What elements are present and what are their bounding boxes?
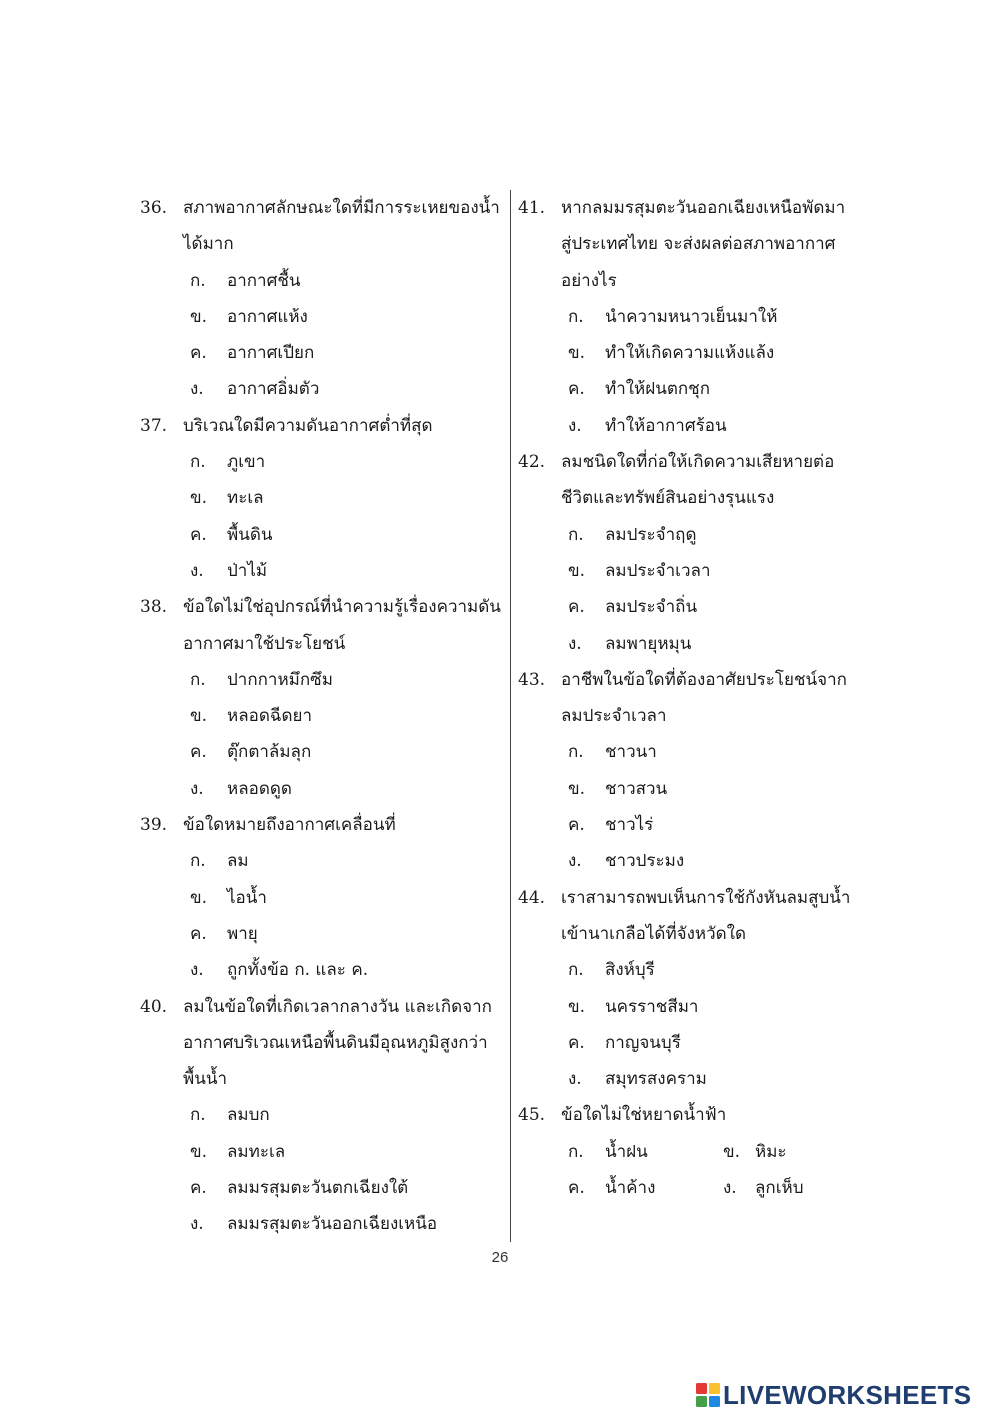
question-number: 36. bbox=[140, 198, 168, 218]
option-text: ไอน้ำ bbox=[227, 887, 267, 908]
option-label: ข. bbox=[190, 306, 208, 327]
option-row[interactable] bbox=[518, 807, 863, 843]
option-row[interactable] bbox=[140, 517, 505, 553]
left-column bbox=[140, 190, 505, 1243]
option-row[interactable] bbox=[518, 1061, 863, 1097]
option-text: อากาศเปียก bbox=[227, 343, 315, 364]
option-text: หลอดดูด bbox=[227, 778, 292, 799]
option-text: ทำให้ฝนตกชุก bbox=[605, 379, 711, 400]
option-text: ลมบก bbox=[227, 1105, 270, 1126]
question-42 bbox=[518, 444, 863, 662]
question-number: 37. bbox=[140, 415, 168, 436]
option-label: ข. bbox=[190, 1141, 208, 1162]
option-text: ทำให้อากาศร้อน bbox=[605, 415, 727, 436]
option-label: ข. bbox=[190, 488, 208, 509]
question-number: 43. bbox=[518, 669, 546, 690]
right-column bbox=[518, 190, 863, 1206]
option-label: ข. bbox=[190, 887, 208, 908]
question-line bbox=[140, 1061, 505, 1097]
option-text: ลมมรสุมตะวันตกเฉียงใต้ bbox=[227, 1178, 409, 1199]
question-text: ลมชนิดใดที่ก่อให้เกิดความเสียหายต่อ bbox=[561, 452, 835, 473]
option-row[interactable] bbox=[518, 553, 863, 589]
option-label: ง. bbox=[190, 1214, 204, 1235]
option-text: สมุทรสงคราม bbox=[605, 1069, 707, 1090]
question-number: 38. bbox=[140, 597, 168, 618]
option-row[interactable] bbox=[140, 480, 505, 516]
option-text[interactable]: หิมะ bbox=[755, 1141, 787, 1162]
question-text: ลมประจำเวลา bbox=[561, 706, 667, 727]
question-text: เราสามารถพบเห็นการใช้กังหันลมสูบน้ำ bbox=[561, 887, 851, 908]
option-text: ทำให้เกิดความแห้งแล้ง bbox=[605, 343, 775, 364]
question-text: ข้อใดไม่ใช่หยาดน้ำฟ้า bbox=[561, 1105, 727, 1126]
question-45 bbox=[518, 1097, 863, 1206]
question-line bbox=[518, 263, 863, 299]
option-text: อากาศอิ่มตัว bbox=[227, 379, 320, 400]
option-text: อากาศชื้น bbox=[227, 270, 301, 291]
question-line bbox=[518, 880, 863, 916]
option-text: ปากกาหมึกซึม bbox=[227, 669, 333, 690]
question-number: 41. bbox=[518, 198, 546, 218]
option-row[interactable] bbox=[518, 952, 863, 988]
option-row[interactable] bbox=[518, 843, 863, 879]
option-label: ง. bbox=[190, 379, 204, 400]
option-label: ข. bbox=[568, 778, 586, 799]
option-label: ค. bbox=[568, 815, 585, 836]
option-label[interactable]: ค. bbox=[568, 1178, 585, 1199]
option-row[interactable] bbox=[140, 698, 505, 734]
option-label: ค. bbox=[568, 1032, 585, 1053]
option-label: ง. bbox=[190, 960, 204, 981]
option-label: ค. bbox=[568, 597, 585, 618]
option-row[interactable] bbox=[140, 1097, 505, 1133]
question-line bbox=[518, 662, 863, 698]
option-row[interactable] bbox=[140, 371, 505, 407]
option-row[interactable] bbox=[518, 589, 863, 625]
question-text: หากลมมรสุมตะวันออกเฉียงเหนือพัดมา bbox=[561, 198, 846, 218]
option-row[interactable] bbox=[140, 843, 505, 879]
option-label: ค. bbox=[568, 379, 585, 400]
question-line bbox=[518, 226, 863, 262]
option-row[interactable] bbox=[140, 335, 505, 371]
question-line bbox=[518, 1097, 863, 1133]
option-text: หลอดฉีดยา bbox=[227, 706, 312, 727]
question-text: บริเวณใดมีความดันอากาศต่ำที่สุด bbox=[183, 415, 433, 436]
option-label: ค. bbox=[190, 343, 207, 364]
option-label: ง. bbox=[568, 633, 582, 654]
question-41 bbox=[518, 190, 863, 444]
option-label[interactable]: ข. bbox=[723, 1141, 741, 1162]
option-text: พายุ bbox=[227, 923, 258, 944]
option-label: ค. bbox=[190, 524, 207, 545]
question-line bbox=[140, 226, 505, 262]
question-number: 42. bbox=[518, 452, 546, 473]
question-text: สภาพอากาศลักษณะใดที่มีการระเหยของน้ำ bbox=[183, 198, 500, 218]
option-row[interactable] bbox=[518, 335, 863, 371]
option-label: ค. bbox=[190, 923, 207, 944]
question-text: ข้อใดไม่ใช่อุปกรณ์ที่นำความรู้เรื่องความดัน bbox=[183, 597, 501, 618]
option-label: ข. bbox=[568, 560, 586, 581]
question-number: 44. bbox=[518, 887, 546, 908]
question-line bbox=[140, 807, 505, 843]
question-text: อากาศบริเวณเหนือพื้นดินมีอุณหภูมิสูงกว่า bbox=[183, 1032, 488, 1053]
option-row[interactable] bbox=[518, 734, 863, 770]
question-text: อากาศมาใช้ประโยชน์ bbox=[183, 633, 346, 654]
option-row[interactable] bbox=[140, 734, 505, 770]
option-label: ก. bbox=[190, 452, 206, 473]
question-number: 39. bbox=[140, 815, 168, 836]
option-label: ก. bbox=[568, 524, 584, 545]
option-row[interactable] bbox=[518, 626, 863, 662]
question-line bbox=[140, 626, 505, 662]
option-row[interactable] bbox=[140, 553, 505, 589]
option-row[interactable] bbox=[140, 916, 505, 952]
option-text: ลมมรสุมตะวันออกเฉียงเหนือ bbox=[227, 1214, 438, 1235]
option-text[interactable]: ลูกเห็บ bbox=[755, 1178, 804, 1199]
option-label: ข. bbox=[568, 996, 586, 1017]
option-label[interactable]: ง. bbox=[723, 1178, 737, 1199]
option-row[interactable] bbox=[140, 444, 505, 480]
question-text: เข้านาเกลือได้ที่จังหวัดใด bbox=[561, 923, 747, 944]
option-row[interactable] bbox=[518, 1025, 863, 1061]
question-line bbox=[140, 190, 505, 226]
question-text: อย่างไร bbox=[561, 270, 617, 291]
option-label: ก. bbox=[190, 270, 206, 291]
question-text: ได้มาก bbox=[183, 234, 234, 255]
option-text: ถูกทั้งข้อ ก. และ ค. bbox=[227, 960, 369, 981]
option-text: ลม bbox=[227, 851, 249, 872]
option-text: ภูเขา bbox=[227, 452, 266, 473]
option-text: พื้นดิน bbox=[227, 524, 273, 545]
option-label: ง. bbox=[190, 560, 204, 581]
option-text[interactable]: น้ำค้าง bbox=[605, 1178, 656, 1199]
question-line bbox=[518, 698, 863, 734]
option-text: นครราชสีมา bbox=[605, 996, 699, 1017]
option-text: ตุ๊กตาล้มลุก bbox=[227, 742, 312, 763]
option-text: สิงห์บุรี bbox=[605, 960, 655, 981]
option-label: ก. bbox=[190, 669, 206, 690]
option-label: ง. bbox=[568, 1069, 582, 1090]
option-row[interactable] bbox=[518, 771, 863, 807]
option-label: ค. bbox=[190, 1178, 207, 1199]
liveworksheets-logo-icon bbox=[696, 1383, 720, 1407]
question-text: พื้นน้ำ bbox=[183, 1069, 227, 1090]
question-line bbox=[140, 1025, 505, 1061]
question-line bbox=[518, 480, 863, 516]
option-text: ลมพายุหมุน bbox=[605, 633, 692, 654]
question-line bbox=[518, 916, 863, 952]
option-row-pair bbox=[518, 1170, 863, 1206]
option-row[interactable] bbox=[140, 662, 505, 698]
question-44 bbox=[518, 880, 863, 1098]
option-text: ลมประจำฤดู bbox=[605, 524, 697, 545]
option-text: ชาวสวน bbox=[605, 778, 668, 799]
question-38 bbox=[140, 589, 505, 807]
option-row[interactable] bbox=[518, 517, 863, 553]
question-36 bbox=[140, 190, 505, 408]
option-label: ก. bbox=[568, 306, 584, 327]
option-text: ป่าไม้ bbox=[227, 560, 268, 581]
column-divider bbox=[510, 190, 511, 1242]
option-row[interactable] bbox=[140, 299, 505, 335]
question-line bbox=[140, 989, 505, 1025]
question-number: 45. bbox=[518, 1105, 546, 1126]
question-line bbox=[518, 444, 863, 480]
option-label: ก. bbox=[190, 1105, 206, 1126]
option-row[interactable] bbox=[518, 299, 863, 335]
option-text: ลมประจำเวลา bbox=[605, 560, 711, 581]
option-row[interactable] bbox=[518, 408, 863, 444]
option-text: อากาศแห้ง bbox=[227, 306, 308, 327]
question-text: ชีวิตและทรัพย์สินอย่างรุนแรง bbox=[561, 488, 775, 509]
question-text: ลมในข้อใดที่เกิดเวลากลางวัน และเกิดจาก bbox=[183, 996, 492, 1017]
option-text[interactable]: น้ำฝน bbox=[605, 1141, 648, 1162]
question-43 bbox=[518, 662, 863, 880]
question-line bbox=[140, 408, 505, 444]
option-label: ก. bbox=[568, 742, 584, 763]
question-number: 40. bbox=[140, 996, 168, 1017]
option-label: ข. bbox=[568, 343, 586, 364]
page-number: 26 bbox=[491, 1249, 509, 1266]
option-text: ลมประจำถิ่น bbox=[605, 597, 698, 618]
brand-name: LIVEWORKSHEETS bbox=[723, 1379, 972, 1410]
option-label[interactable]: ก. bbox=[568, 1141, 584, 1162]
liveworksheets-branding bbox=[696, 1378, 971, 1412]
option-label: ง. bbox=[568, 415, 582, 436]
option-label: ง. bbox=[190, 778, 204, 799]
option-label: ก. bbox=[568, 960, 584, 981]
option-label: ข. bbox=[190, 706, 208, 727]
question-37 bbox=[140, 408, 505, 589]
option-text: ลมทะเล bbox=[227, 1141, 286, 1162]
option-row[interactable] bbox=[140, 1134, 505, 1170]
option-row[interactable] bbox=[140, 1170, 505, 1206]
option-row[interactable] bbox=[518, 371, 863, 407]
option-text: ชาวนา bbox=[605, 742, 657, 763]
question-39 bbox=[140, 807, 505, 988]
question-40 bbox=[140, 989, 505, 1243]
option-row[interactable] bbox=[140, 1206, 505, 1242]
option-text: นำความหนาวเย็นมาให้ bbox=[605, 306, 778, 327]
option-row[interactable] bbox=[140, 952, 505, 988]
question-line bbox=[518, 190, 863, 226]
question-text: ข้อใดหมายถึงอากาศเคลื่อนที่ bbox=[183, 815, 396, 836]
question-text: สู่ประเทศไทย จะส่งผลต่อสภาพอากาศ bbox=[561, 234, 836, 255]
question-line bbox=[140, 589, 505, 625]
option-row[interactable] bbox=[140, 771, 505, 807]
option-text: ทะเล bbox=[227, 488, 264, 509]
option-row[interactable] bbox=[140, 263, 505, 299]
option-row[interactable] bbox=[140, 880, 505, 916]
option-row[interactable] bbox=[518, 989, 863, 1025]
option-text: กาญจนบุรี bbox=[605, 1032, 681, 1053]
option-text: ชาวไร่ bbox=[605, 815, 654, 836]
question-text: อาชีพในข้อใดที่ต้องอาศัยประโยชน์จาก bbox=[561, 669, 847, 690]
option-label: ก. bbox=[190, 851, 206, 872]
option-label: ค. bbox=[190, 742, 207, 763]
option-row-pair bbox=[518, 1134, 863, 1170]
option-label: ง. bbox=[568, 851, 582, 872]
option-text: ชาวประมง bbox=[605, 851, 685, 872]
